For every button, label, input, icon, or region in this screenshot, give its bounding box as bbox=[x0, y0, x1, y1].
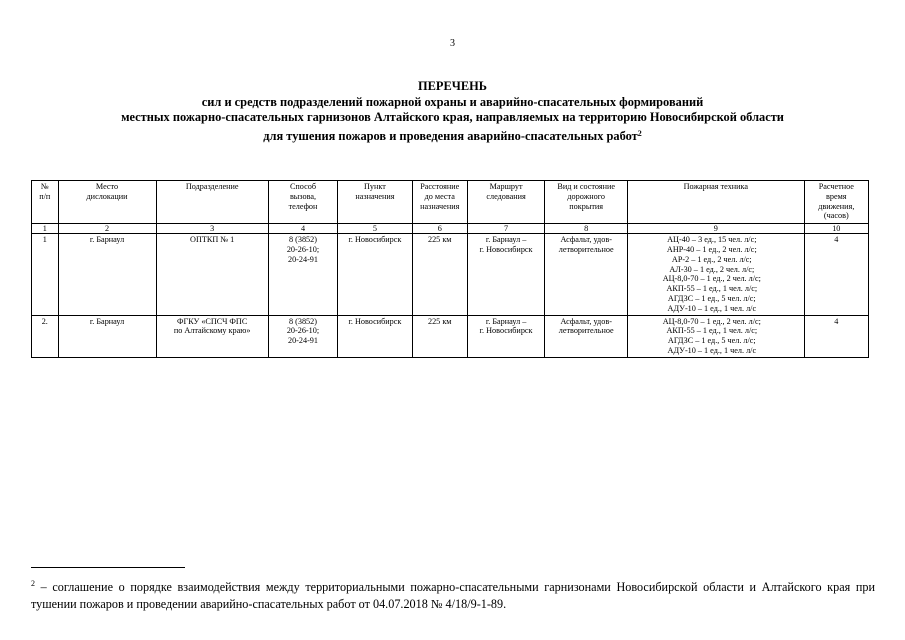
footnote-text: – соглашение о порядке взаимодействия между территориальными пожарно-спасательными гарнизонами Новосибирской области и Алтайского края при тушении пожаров и проведении аварийно-спасательных работ от 04.07.2018 № 4/18/9-1-89. bbox=[31, 580, 875, 611]
footnote-reference: 2 bbox=[637, 128, 642, 138]
column-number: 8 bbox=[545, 224, 628, 234]
header-cell: Способ вызова, телефон bbox=[268, 181, 337, 224]
cell-location: г. Барнаул bbox=[58, 234, 156, 315]
column-number: 9 bbox=[628, 224, 805, 234]
cell-road: Асфальт, удов- летворительное bbox=[545, 315, 628, 357]
column-number: 6 bbox=[412, 224, 467, 234]
cell-destination: г. Новосибирск bbox=[338, 234, 413, 315]
cell-distance: 225 км bbox=[412, 315, 467, 357]
cell-distance: 225 км bbox=[412, 234, 467, 315]
cell-unit: ОПТКП № 1 bbox=[156, 234, 268, 315]
heading-line-3-text: для тушения пожаров и проведения аварийно-спасательных работ bbox=[263, 128, 638, 143]
cell-equipment: АЦ-8,0-70 – 1 ед., 2 чел. л/с; АКП-55 – 1 ед., 1 чел. л/с; АГДЗС – 1 ед., 5 чел. л/с; АДУ-10 – 1 ед., 1 чел. л/с bbox=[628, 315, 805, 357]
header-cell: Маршрут следования bbox=[467, 181, 545, 224]
cell-road: Асфальт, удов- летворительное bbox=[545, 234, 628, 315]
table-row bbox=[32, 315, 869, 357]
footnote-marker: 2 bbox=[31, 579, 35, 588]
page-number: 3 bbox=[450, 38, 455, 49]
footnote bbox=[31, 575, 875, 613]
cell-phone: 8 (3852) 20-26-10; 20-24-91 bbox=[268, 234, 337, 315]
cell-route: г. Барнаул – г. Новосибирск bbox=[467, 315, 545, 357]
heading-line-1: сил и средств подразделений пожарной охраны и аварийно-спасательных формирований bbox=[201, 94, 704, 109]
cell-time: 4 bbox=[804, 315, 868, 357]
table-header-row bbox=[32, 181, 869, 224]
header-cell: Расчетное время движения, (часов) bbox=[804, 181, 868, 224]
column-number: 7 bbox=[467, 224, 545, 234]
cell-unit: ФГКУ «СПСЧ ФПС по Алтайскому краю» bbox=[156, 315, 268, 357]
document-title: ПЕРЕЧЕНЬ bbox=[418, 79, 487, 93]
cell-route: г. Барнаул – г. Новосибирск bbox=[467, 234, 545, 315]
header-cell: Подразделение bbox=[156, 181, 268, 224]
forces-table bbox=[31, 180, 869, 358]
cell-equipment: АЦ-40 – 3 ед., 15 чел. л/с; АНР-40 – 1 ед., 2 чел. л/с; АР-2 – 1 ед., 2 чел. л/с; АЛ-30 – 1 ед., 2 чел. л/с; АЦ-8,0-70 – 1 ед., 2 чел. л/с; АКП-55 – 1 ед., 1 чел. л/с; АГДЗС – 1 ед., 5 чел. л/с; АДУ-10 – 1 ед., 1 чел. л/с bbox=[628, 234, 805, 315]
cell-phone: 8 (3852) 20-26-10; 20-24-91 bbox=[268, 315, 337, 357]
column-number: 1 bbox=[32, 224, 59, 234]
column-number-row bbox=[32, 224, 869, 234]
heading-line-2: местных пожарно-спасательных гарнизонов Алтайского края, направляемых на территорию Новосибирской области bbox=[121, 110, 784, 125]
table-row bbox=[32, 234, 869, 315]
cell-location: г. Барнаул bbox=[58, 315, 156, 357]
header-cell: Расстояние до места назначения bbox=[412, 181, 467, 224]
header-cell: Место дислокации bbox=[58, 181, 156, 224]
document-heading bbox=[0, 79, 905, 144]
footnote-separator bbox=[31, 567, 185, 568]
cell-time: 4 bbox=[804, 234, 868, 315]
header-cell: Вид и состояние дорожного покрытия bbox=[545, 181, 628, 224]
header-cell: Пожарная техника bbox=[628, 181, 805, 224]
column-number: 3 bbox=[156, 224, 268, 234]
cell-num: 1 bbox=[32, 234, 59, 315]
cell-num: 2. bbox=[32, 315, 59, 357]
column-number: 4 bbox=[268, 224, 337, 234]
cell-destination: г. Новосибирск bbox=[338, 315, 413, 357]
column-number: 10 bbox=[804, 224, 868, 234]
column-number: 2 bbox=[58, 224, 156, 234]
column-number: 5 bbox=[338, 224, 413, 234]
heading-line-3 bbox=[0, 126, 905, 145]
header-cell: Пункт назначения bbox=[338, 181, 413, 224]
header-cell: № п/п bbox=[32, 181, 59, 224]
